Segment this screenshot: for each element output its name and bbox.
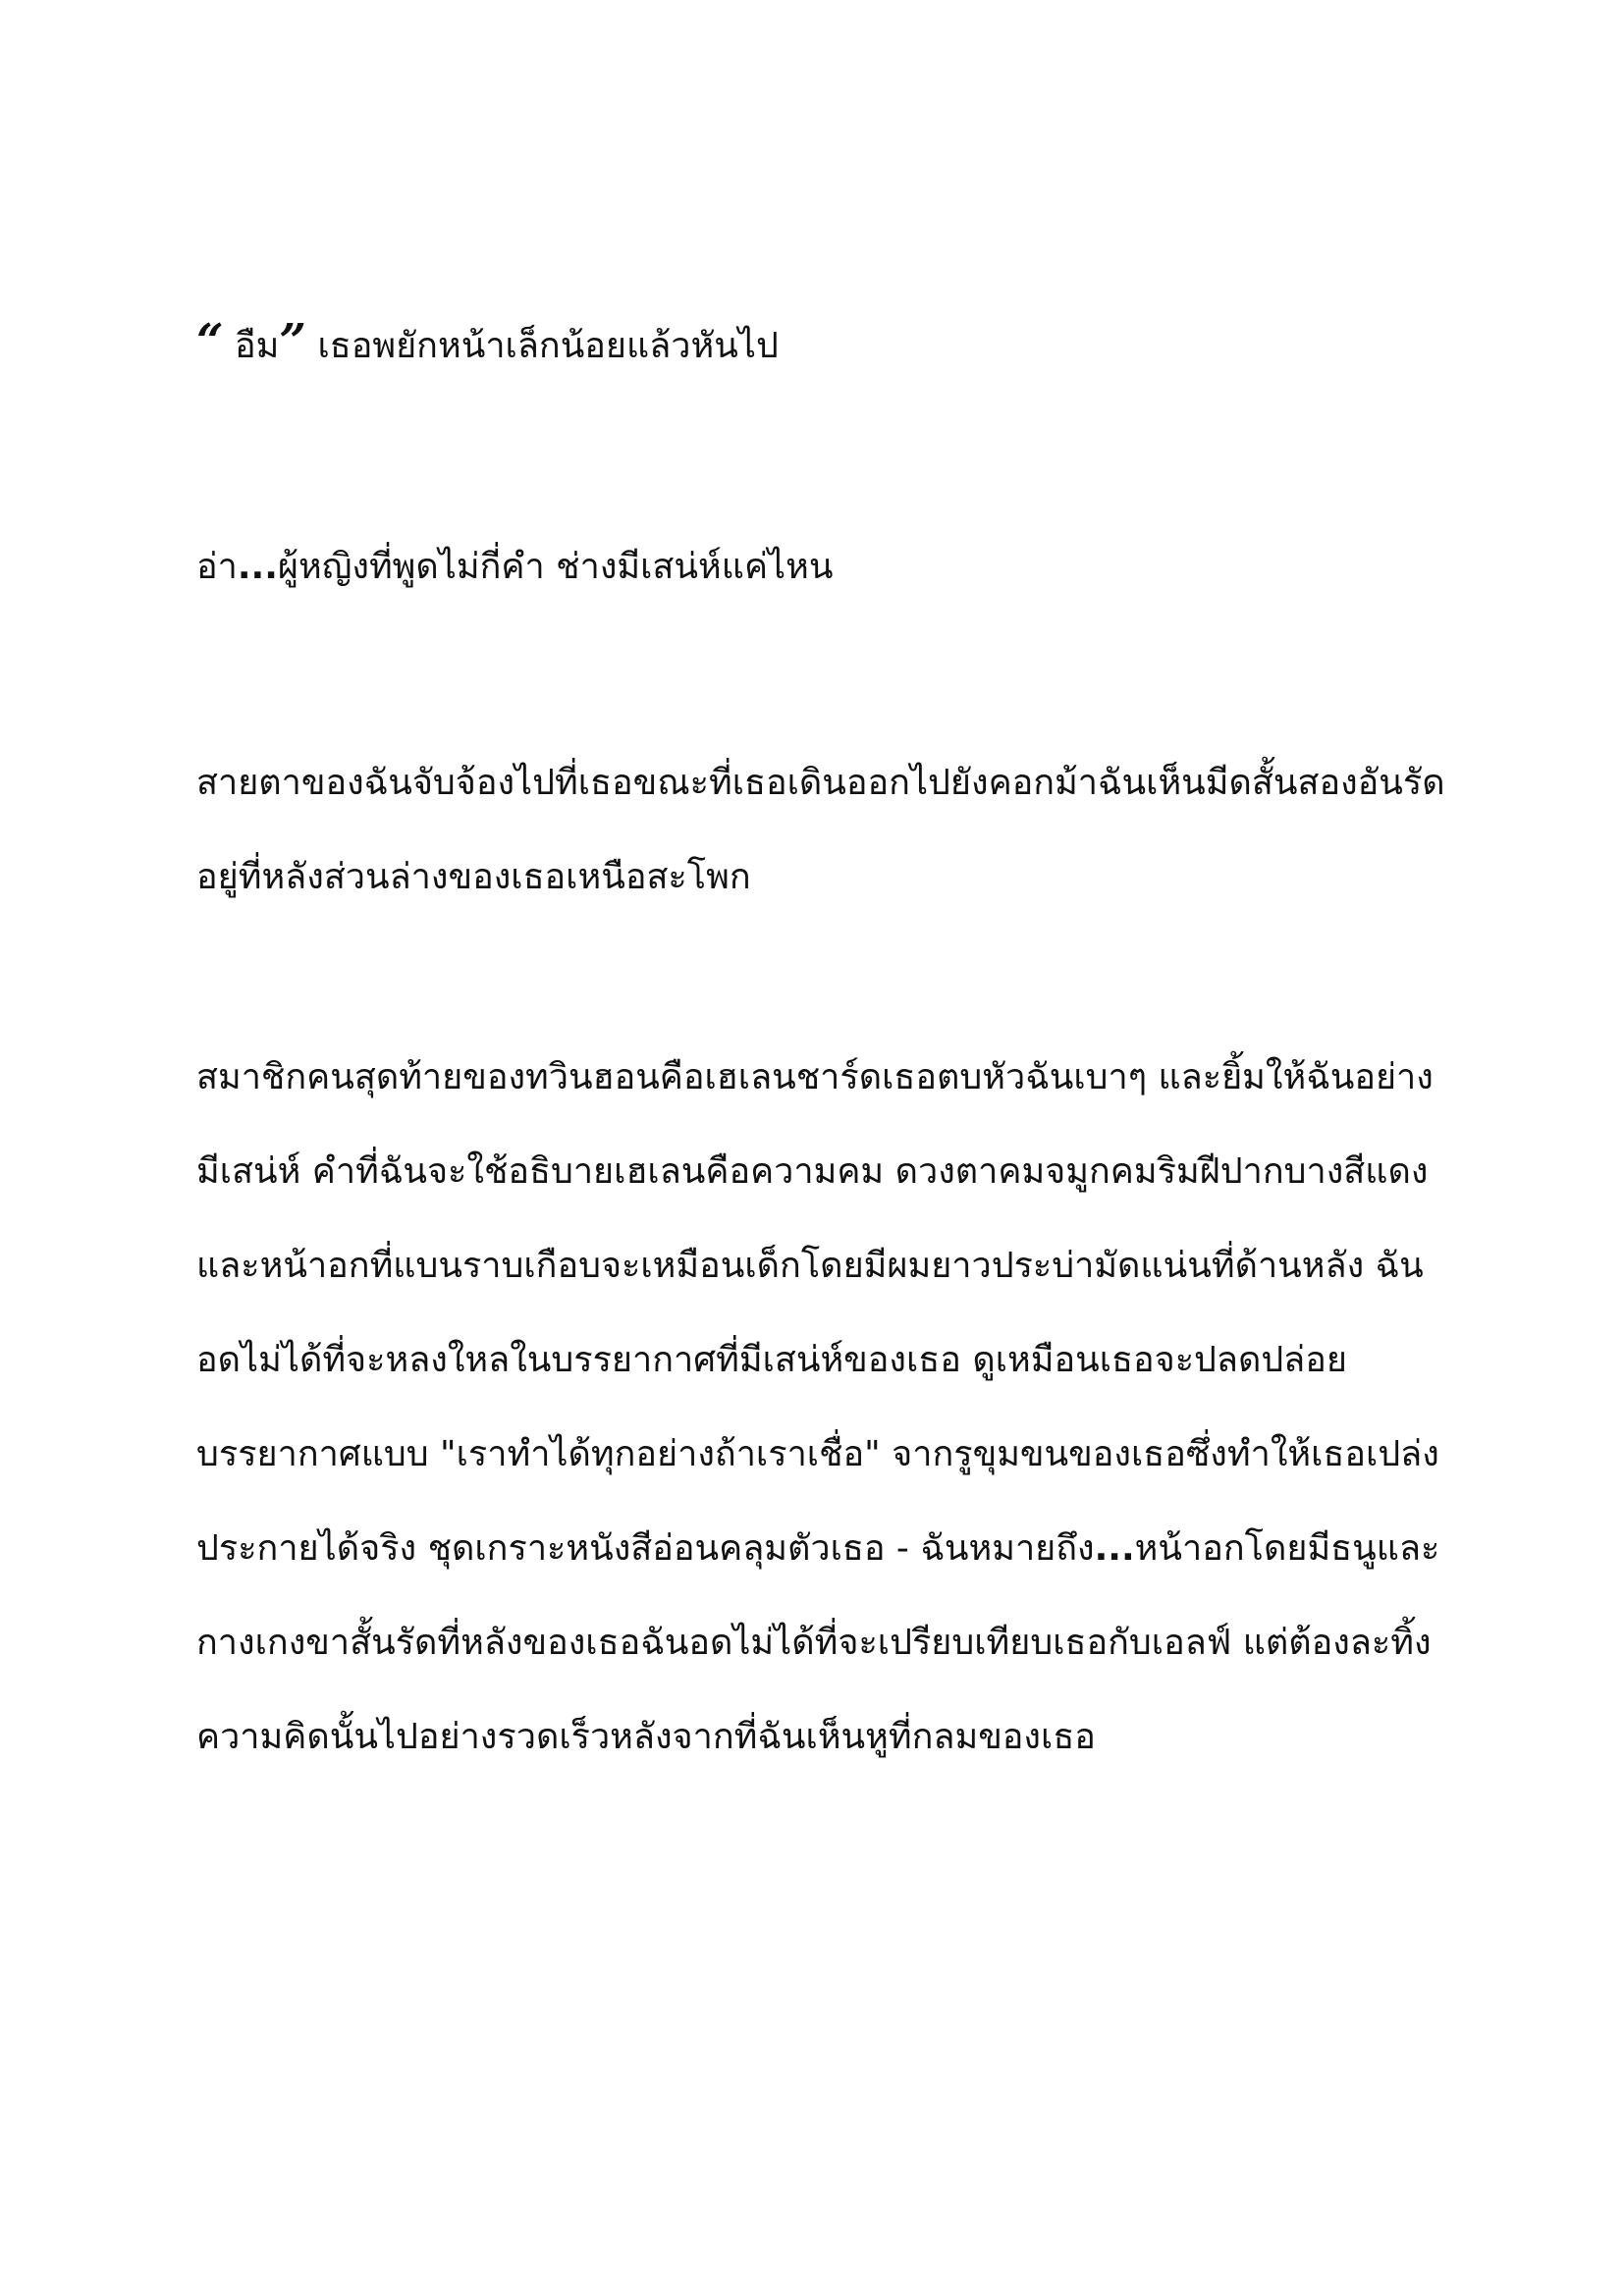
paragraph-4-line-6 bbox=[196, 1502, 1463, 1596]
paragraph-1 bbox=[196, 294, 1463, 394]
paragraph-2-start: อ่า bbox=[196, 547, 238, 587]
paragraph-4-line-6-start: ประกายได้จริง ชุดเกราะหนังสีอ่อนคลุมตัวเธอ - ฉันหมายถึง bbox=[196, 1528, 1095, 1569]
paragraph-4 bbox=[196, 1031, 1463, 1785]
paragraph-4-line-4: อดไม่ได้ที่จะหลงใหลในบรรยากาศที่มีเสน่ห์ของเธอ ดูเหมือนเธอจะปลดปล่อย bbox=[196, 1340, 1347, 1380]
paragraph-2 bbox=[196, 520, 1463, 614]
open-quote-mark: “ bbox=[196, 314, 224, 369]
paragraph-1-text: เธอพยักหน้าเล็กน้อยแล้วหันไป bbox=[306, 326, 779, 366]
paragraph-3 bbox=[196, 736, 1463, 925]
close-quote-mark: ” bbox=[279, 314, 307, 369]
paragraph-3-line-1: สายตาของฉันจับจ้องไปที่เธอขณะที่เธอเดินออกไปยังคอกม้าฉันเห็นมีดสั้นสองอันรัด bbox=[196, 763, 1445, 803]
paragraph-4-line-2: มีเสน่ห์ คำที่ฉันจะใช้อธิบายเฮเลนคือความคม ดวงตาคมจมูกคมริมฝีปากบางสีแดง bbox=[196, 1151, 1429, 1192]
paragraph-4-line-1: สมาชิกคนสุดท้ายของทวินฮอนคือเฮเลนชาร์ดเธอตบหัวฉันเบาๆ และยิ้มให้ฉันอย่าง bbox=[196, 1057, 1434, 1097]
paragraph-4-line-6-end: หน้าอกโดยมีธนูและ bbox=[1134, 1528, 1440, 1569]
paragraph-2-line bbox=[196, 520, 1463, 614]
paragraph-4-line-5: บรรยากาศแบบ "เราทำได้ทุกอย่างถ้าเราเชื่อ" จากรูขุมขนของเธอซึ่งทำให้เธอเปล่ง bbox=[196, 1434, 1439, 1474]
ellipsis: ... bbox=[237, 547, 278, 587]
paragraph-4-line-3: และหน้าอกที่แบนราบเกือบจะเหมือนเด็กโดยมีผมยาวประบ่ามัดแน่นที่ด้านหลัง ฉัน bbox=[196, 1246, 1424, 1286]
paragraph-1-line bbox=[196, 294, 1463, 394]
paragraph-2-end: ผู้หญิงที่พูดไม่กี่คำ ช่างมีเสน่ห์แค่ไหน bbox=[277, 547, 834, 587]
quoted-word: อืม bbox=[223, 326, 280, 366]
paragraph-3-line-2: อยู่ที่หลังส่วนล่างของเธอเหนือสะโพก bbox=[196, 857, 751, 897]
paragraph-4-line-8: ความคิดนั้นไปอย่างรวดเร็วหลังจากที่ฉันเห็นหูที่กลมของเธอ bbox=[196, 1717, 1096, 1757]
ellipsis: ... bbox=[1094, 1528, 1135, 1569]
paragraph-4-line-7: กางเกงขาสั้นรัดที่หลังของเธอฉันอดไม่ได้ที่จะเปรียบเทียบเธอกับเอลฟ์ แต่ต้องละทิ้ง bbox=[196, 1623, 1432, 1663]
